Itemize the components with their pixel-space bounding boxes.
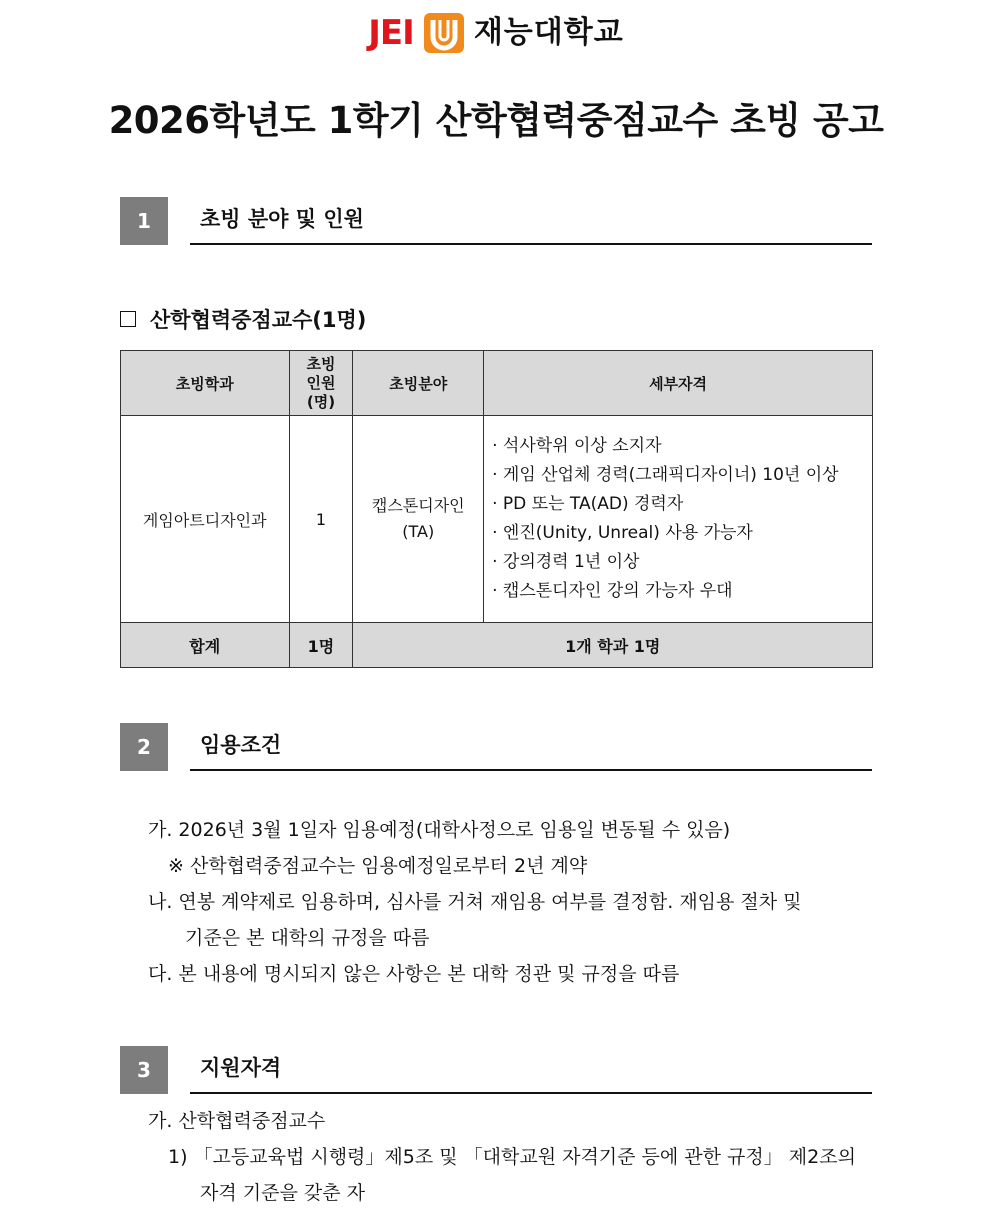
qualification-item: · 캡스톤디자인 강의 가능자 우대 — [492, 581, 733, 601]
checkbox-icon — [120, 311, 136, 327]
condition-note: ※ 산학협력중점교수는 임용예정일로부터 2년 계약 — [168, 855, 588, 877]
section-title: 초빙 분야 및 인원 — [200, 207, 364, 231]
section-underline — [190, 1092, 872, 1094]
table-header-row — [121, 351, 873, 416]
section-1-header — [120, 197, 872, 245]
cell-field: 캡스톤디자인 (TA) — [353, 416, 484, 623]
position-subheading — [120, 304, 366, 334]
total-label: 합계 — [121, 623, 290, 668]
header-qualifications: 세부자격 — [484, 351, 873, 416]
cell-count: 1 — [289, 416, 353, 623]
table-total-row — [121, 623, 873, 668]
section-title: 지원자격 — [200, 1056, 282, 1080]
qualification-item: · 석사학위 이상 소지자 — [492, 436, 662, 456]
page-title: 2026학년도 1학기 산학협력중점교수 초빙 공고 — [108, 99, 884, 142]
section-underline — [190, 243, 872, 245]
section-underline — [190, 769, 872, 771]
qualification-item: · 게임 산업체 경력(그래픽디자이너) 10년 이상 — [492, 465, 839, 485]
condition-ga: 가. 2026년 3월 1일자 임용예정(대학사정으로 임용일 변동될 수 있음) — [148, 819, 731, 841]
section-2-header — [120, 723, 872, 771]
university-logo — [0, 10, 992, 56]
eligibility-item1-line1: 1) 「고등교육법 시행령」제5조 및 「대학교원 자격기준 등에 관한 규정」 제2조의 — [168, 1146, 856, 1168]
condition-da: 다. 본 내용에 명시되지 않은 사항은 본 대학 정관 및 규정을 따름 — [148, 963, 680, 985]
table-row — [121, 416, 873, 623]
cell-department: 게임아트디자인과 — [121, 416, 290, 623]
total-count: 1명 — [289, 623, 353, 668]
qualification-item: · 강의경력 1년 이상 — [492, 552, 640, 572]
section-number: 1 — [120, 197, 168, 245]
section-number: 3 — [120, 1046, 168, 1094]
header-field: 초빙분야 — [353, 351, 484, 416]
logo-mark-icon — [422, 11, 466, 55]
condition-na-line1: 나. 연봉 계약제로 임용하며, 심사를 거쳐 재임용 여부를 결정함. 재임용 절차 및 — [148, 891, 802, 913]
section-title: 임용조건 — [200, 733, 282, 757]
qualification-item: · PD 또는 TA(AD) 경력자 — [492, 494, 684, 514]
logo-university-name: 재능대학교 — [473, 15, 624, 50]
header-count: 초빙 인원 (명) — [289, 351, 353, 416]
subheading-text: 산학협력중점교수(1명) — [150, 308, 367, 332]
section-3-header — [120, 1046, 872, 1094]
recruitment-table — [120, 350, 873, 668]
header-department: 초빙학과 — [121, 351, 290, 416]
eligibility-item1-line2: 자격 기준을 갖춘 자 — [200, 1182, 365, 1204]
logo-brand-text: JEI — [368, 13, 414, 53]
condition-na-line2: 기준은 본 대학의 규정을 따름 — [185, 927, 430, 949]
eligibility-ga: 가. 산학협력중점교수 — [148, 1110, 326, 1132]
cell-qualifications — [484, 416, 873, 623]
section-number: 2 — [120, 723, 168, 771]
qualification-item: · 엔진(Unity, Unreal) 사용 가능자 — [492, 523, 753, 543]
total-summary: 1개 학과 1명 — [353, 623, 873, 668]
